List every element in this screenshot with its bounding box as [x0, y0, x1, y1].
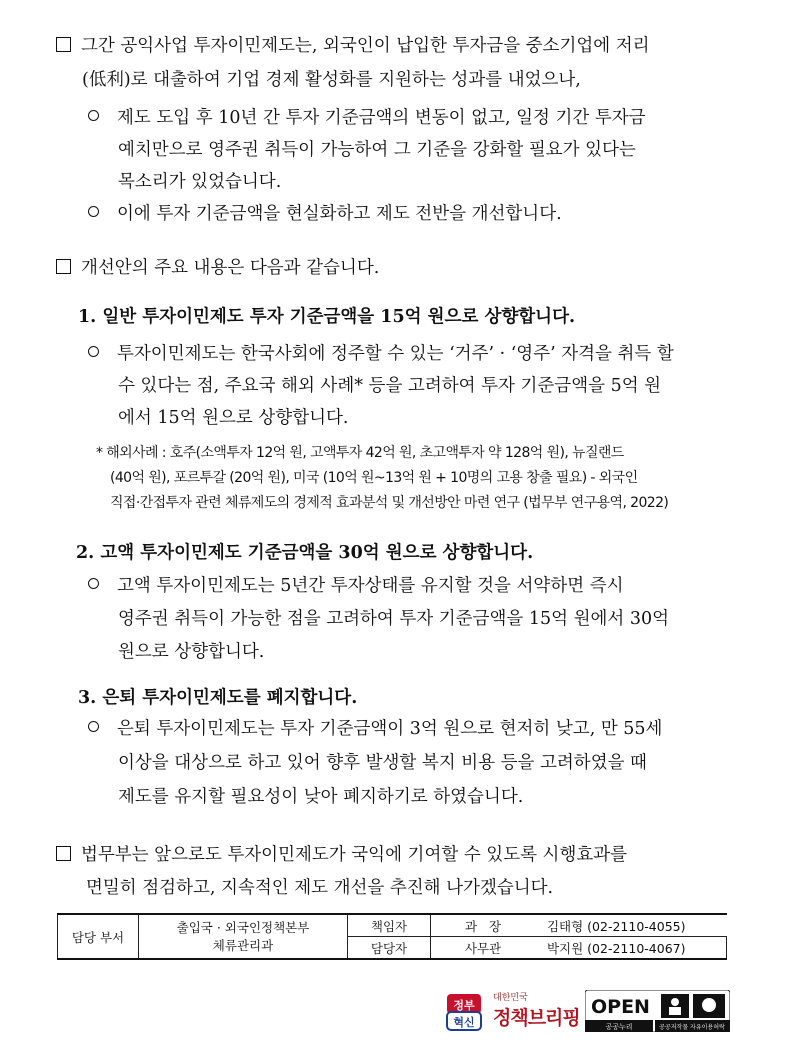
square-bullet-icon	[56, 846, 71, 861]
item3-line3: 제도를 유지할 필요성이 낮아 폐지하기로 하였습니다.	[118, 787, 524, 807]
circle-bullet-icon	[88, 206, 99, 217]
item1-title: 1. 일반 투자이민제도 투자 기준금액을 15억 원으로 상향합니다.	[78, 307, 576, 327]
circle-bullet-icon	[88, 721, 99, 732]
dept-label: 담당 부서	[58, 914, 139, 959]
section2-intro: 개선안의 주요 내용은 다음과 같습니다.	[56, 256, 379, 280]
svg-text:공공저작물 자유이용허락: 공공저작물 자유이용허락	[659, 1024, 725, 1031]
gov-innovation-logo	[445, 992, 483, 1030]
square-bullet-icon	[56, 259, 71, 274]
item3-line1: 은퇴 투자이민제도는 투자 기준금액이 3억 원으로 현저히 낮고, 만 55세	[88, 717, 662, 741]
section1-bullet1-line3: 목소리가 있었습니다.	[118, 172, 282, 192]
item2-line1: 고액 투자이민제도는 5년간 투자상태를 유지할 것을 서약하면 즉시	[88, 574, 624, 598]
section1-bullet1-line1: 제도 도입 후 10년 간 투자 기준금액의 변동이 없고, 일정 기간 투자금	[88, 106, 646, 130]
role-responsible: 책임자	[348, 914, 431, 937]
footnote-line3: 직접·간접투자 관련 체류제도의 경제적 효과분석 및 개선방안 마련 연구 (법무부 연구용역, 2022)	[110, 495, 669, 511]
svg-text:공공누리: 공공누리	[605, 1023, 633, 1031]
title-officer: 사무관	[464, 940, 502, 956]
contact-table	[57, 913, 727, 960]
section1-bullet1-line2: 예치만으로 영주권 취득이 가능하여 그 기준을 강화할 필요가 있다는	[118, 140, 636, 160]
title-director: 과 장	[464, 918, 502, 934]
section1-line2: (低利)로 대출하여 기업 경제 활성화를 지원하는 성과를 내었으나,	[82, 70, 581, 90]
svg-text:OPEN: OPEN	[591, 996, 650, 1018]
circle-bullet-icon	[88, 346, 99, 357]
item2-line2: 영주권 취득이 가능한 점을 고려하여 투자 기준금액을 15억 원에서 30억	[118, 609, 670, 629]
circle-bullet-icon	[88, 578, 99, 589]
svg-text:혁신: 혁신	[453, 1016, 475, 1029]
policy-briefing-logo: 대한민국 정책브리핑	[493, 993, 580, 1029]
item2-title: 2. 고액 투자이민제도 기준금액을 30억 원으로 상향합니다.	[76, 543, 534, 563]
section1-line1: 그간 공익사업 투자이민제도는, 외국인이 납입한 투자금을 중소기업에 저리	[56, 34, 650, 58]
item3-title: 3. 은퇴 투자이민제도를 폐지합니다.	[78, 688, 358, 708]
item1-line1: 투자이민제도는 한국사회에 정주할 수 있는 ‘거주’ · ‘영주’ 자격을 취득 할	[88, 342, 674, 366]
item1-line3: 에서 15억 원으로 상향합니다.	[118, 408, 349, 428]
svg-text:정부: 정부	[453, 999, 475, 1012]
footnote-line2: (40억 원), 포르투갈 (20억 원), 미국 (10억 원~13억 원 + 10명의 고용 창출 필요) - 외국인	[110, 470, 638, 486]
circle-bullet-icon	[88, 110, 99, 121]
footnote-line1: * 해외사례 : 호주(소액투자 12억 원, 고액투자 42억 원, 초고액투자 약 128억 원), 뉴질랜드	[96, 445, 624, 461]
role-charge: 담당자	[348, 937, 431, 960]
dept-name: 출입국 · 외국인정책본부 체류관리과	[139, 914, 348, 959]
contact-row2	[431, 937, 727, 960]
name-officer: 박지원 (02-2110-4067)	[546, 940, 686, 956]
section3-line2: 면밀히 점검하고, 지속적인 제도 개선을 추진해 나가겠습니다.	[86, 878, 554, 898]
item3-line2: 이상을 대상으로 하고 있어 향후 발생할 복지 비용 등을 고려하였을 때	[118, 753, 647, 773]
section1-bullet2: 이에 투자 기준금액을 현실화하고 제도 전반을 개선합니다.	[88, 202, 562, 226]
square-bullet-icon	[56, 37, 71, 52]
item1-line2: 수 있다는 점, 주요국 해외 사례* 등을 고려하여 투자 기준금액을 5억 원	[118, 376, 662, 396]
section3-line1: 법무부는 앞으로도 투자이민제도가 국익에 기여할 수 있도록 시행효과를	[56, 843, 627, 867]
open-license-logo	[585, 990, 730, 1032]
item2-line3: 원으로 상향합니다.	[118, 642, 265, 662]
contact-row1	[431, 914, 727, 937]
footer-logos	[445, 988, 730, 1032]
name-director: 김태형 (02-2110-4055)	[546, 918, 686, 934]
